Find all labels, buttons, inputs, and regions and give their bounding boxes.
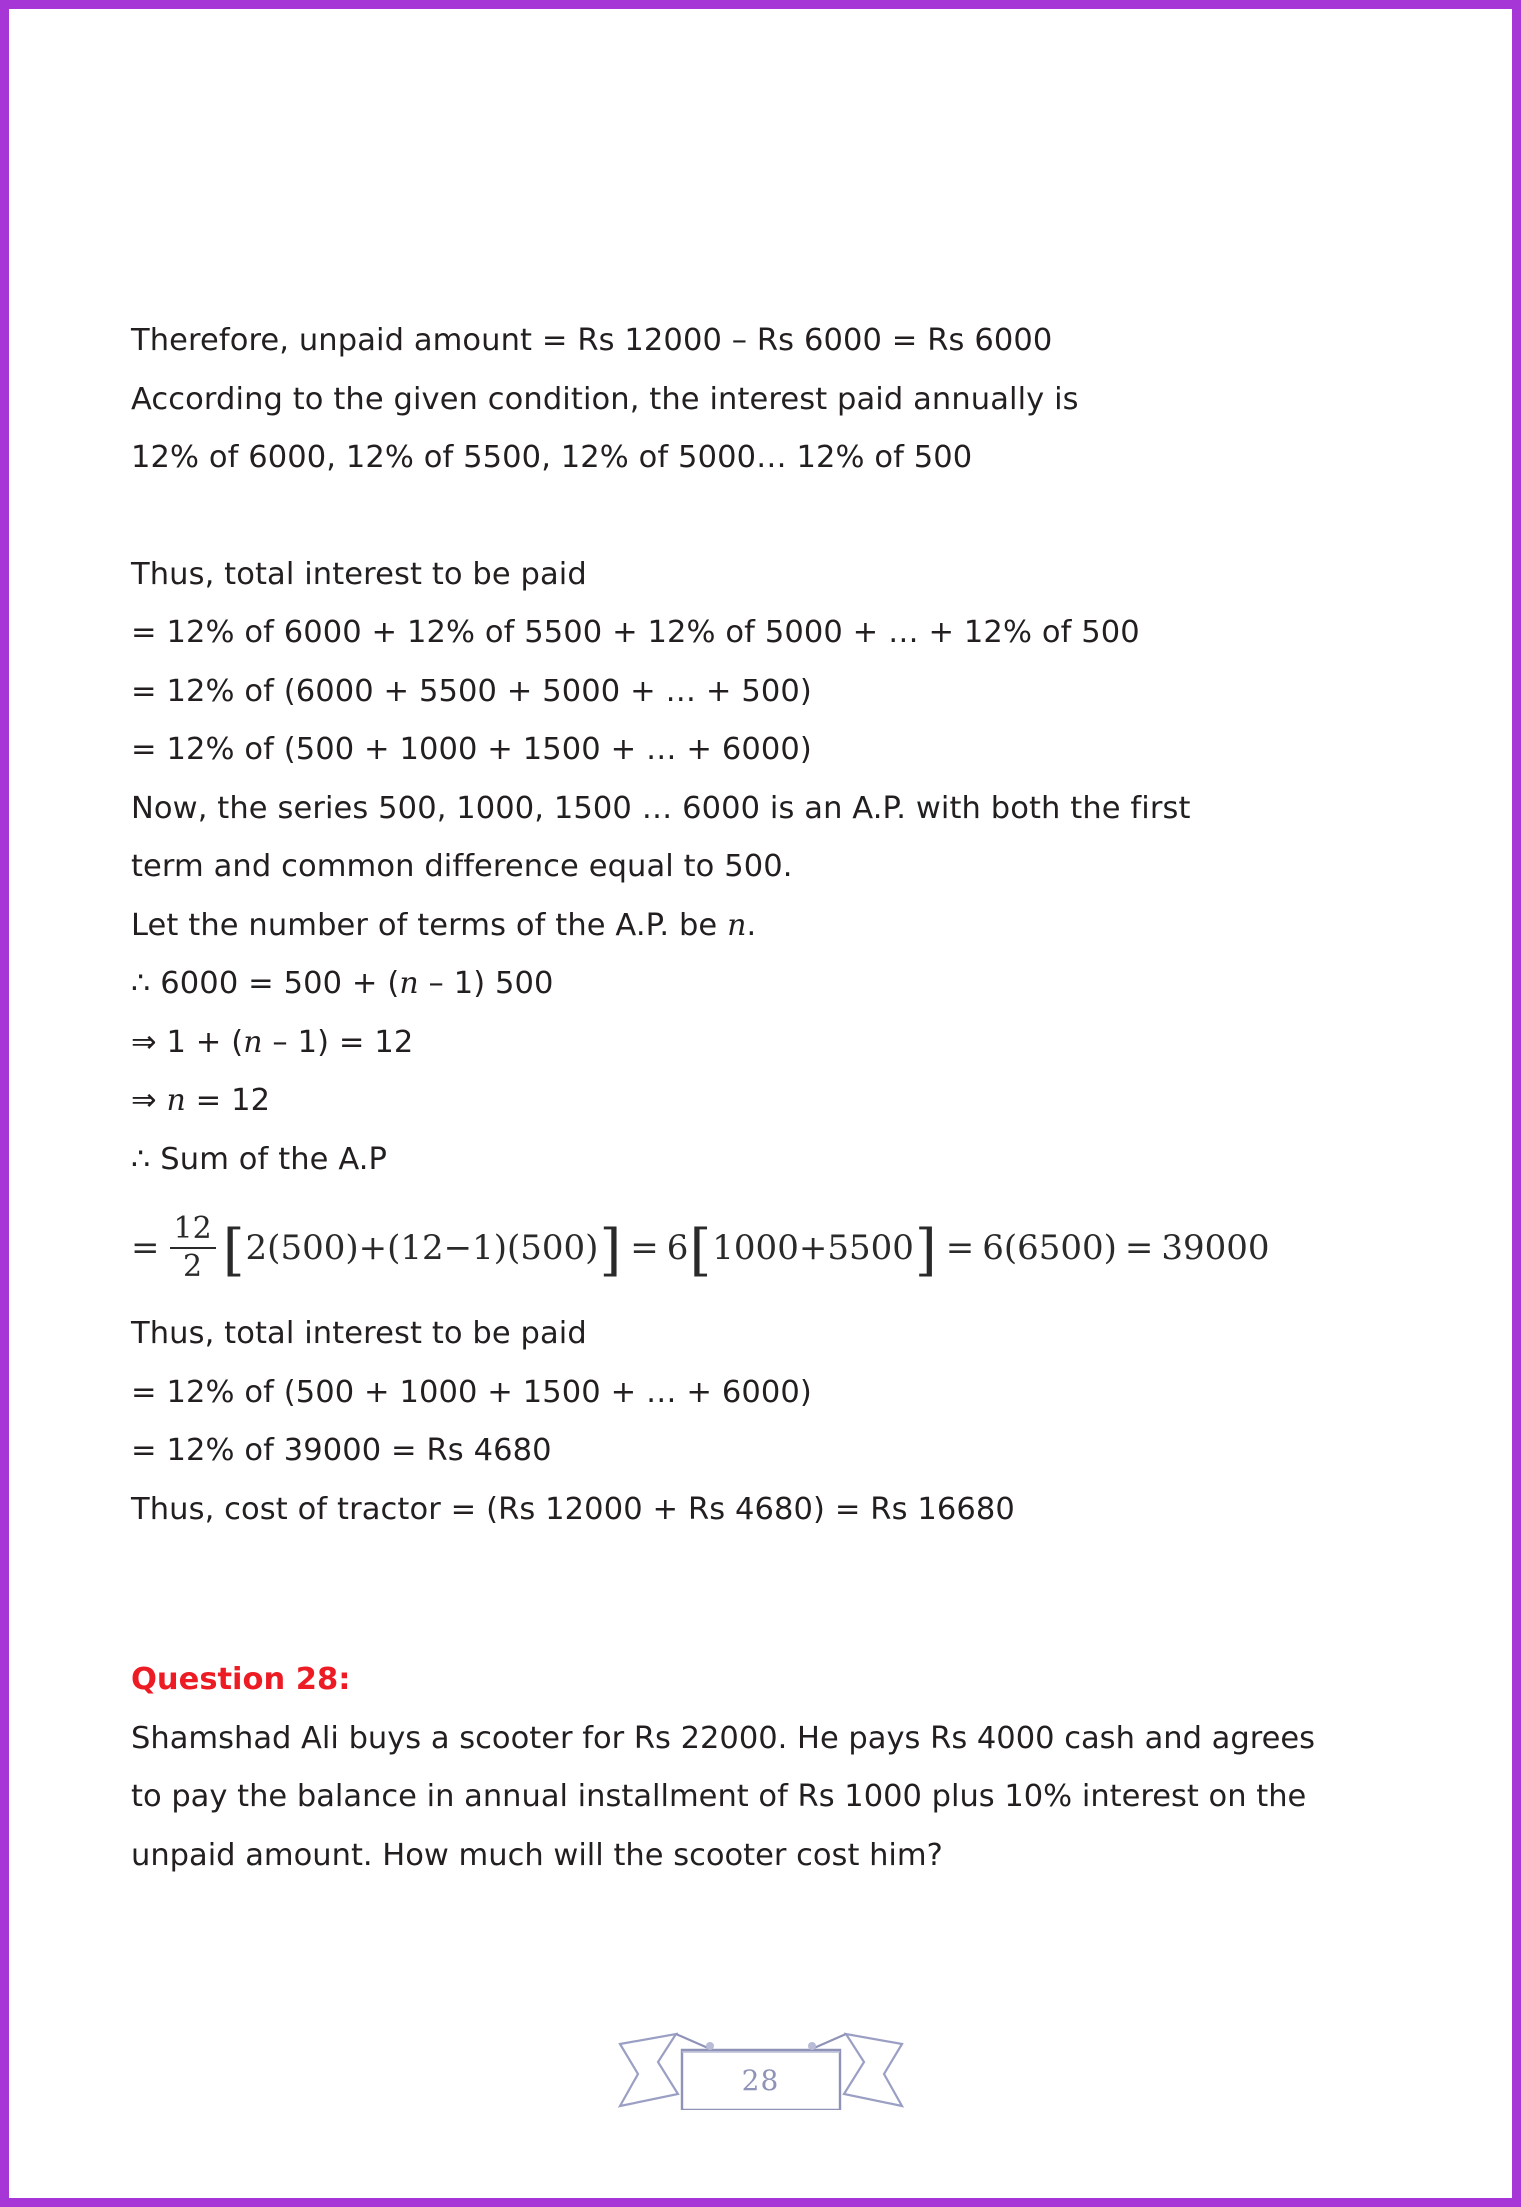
paragraph-spacer bbox=[131, 488, 1431, 546]
equation-equals-2: = bbox=[630, 1228, 659, 1268]
equation-6000-line bbox=[131, 955, 1431, 1014]
equation-1n-line bbox=[131, 1014, 1431, 1073]
question-body-line: unpaid amount. How much will the scooter cost him? bbox=[131, 1837, 943, 1873]
variable-n: n bbox=[399, 966, 419, 1001]
equation-result: 39000 bbox=[1161, 1228, 1270, 1268]
ap-sum-equation: = $\frac{12}{2}$ [ 2(500)+(12−1)(500) ] = 6 [ 1000+5500 ] = 6(6500) = 39000 bbox=[131, 1211, 1270, 1284]
page-content bbox=[131, 312, 1431, 1885]
ribbon-left-knot-icon bbox=[706, 2042, 714, 2050]
solution-line: = 12% of 39000 = Rs 4680 bbox=[131, 1433, 552, 1468]
solution-line: = 12% of (500 + 1000 + 1500 + … + 6000) bbox=[131, 732, 812, 767]
question-heading: Question 28: bbox=[131, 1662, 351, 1697]
equation-equals-3: = bbox=[945, 1228, 975, 1268]
solution-line: Thus, total interest to be paid bbox=[131, 1316, 587, 1351]
page-number: 28 bbox=[741, 2064, 780, 2097]
variable-n: n bbox=[166, 1083, 186, 1118]
solution-line: = 12% of 6000 + 12% of 5500 + 12% of 5000 + … + 12% of 500 bbox=[131, 615, 1140, 650]
fraction-numerator: 12 bbox=[173, 1211, 212, 1246]
equation-6-times-6500: 6(6500) bbox=[982, 1228, 1117, 1268]
eq-n12-suffix: = 12 bbox=[185, 1083, 271, 1118]
eq-1n-prefix: ⇒ 1 + ( bbox=[131, 1024, 244, 1060]
question-body-line: Shamshad Ali buys a scooter for Rs 22000. He pays Rs 4000 cash and agrees bbox=[131, 1720, 1316, 1756]
ribbon-fold-lines bbox=[676, 2034, 846, 2048]
equation-inner-expression: 2(500)+(12−1)(500) bbox=[245, 1228, 599, 1268]
fraction-12-over-2 bbox=[170, 1211, 216, 1284]
solution-line: = 12% of (6000 + 5500 + 5000 + … + 500) bbox=[131, 673, 812, 709]
sum-of-ap-line: ∴ Sum of the A.P bbox=[131, 1141, 388, 1177]
solution-line: Thus, total interest to be paid bbox=[131, 556, 587, 592]
variable-n: n bbox=[727, 907, 747, 943]
page-footer bbox=[0, 2018, 1521, 2128]
question-body-line: to pay the balance in annual installment of Rs 1000 plus 10% interest on the bbox=[131, 1779, 1307, 1814]
let-n-suffix: . bbox=[746, 907, 757, 943]
solution-line: Thus, cost of tractor = (Rs 12000 + Rs 4680) = Rs 16680 bbox=[131, 1491, 1015, 1527]
equation-n-equals-12-line bbox=[131, 1072, 1431, 1131]
solution-line: = 12% of (500 + 1000 + 1500 + … + 6000) bbox=[131, 1374, 812, 1410]
equation-equals-1: = bbox=[131, 1228, 160, 1268]
eq-n12-prefix: ⇒ bbox=[131, 1083, 167, 1118]
fraction-denominator: 2 bbox=[183, 1249, 203, 1284]
solution-line: Therefore, unpaid amount = Rs 12000 – Rs 6000 = Rs 6000 bbox=[131, 323, 1053, 358]
let-n-line bbox=[131, 897, 1431, 956]
equation-equals-4: = bbox=[1124, 1228, 1154, 1268]
solution-line: 12% of 6000, 12% of 5500, 12% of 5000… 12% of 500 bbox=[131, 440, 973, 475]
footer-ribbon bbox=[616, 2018, 906, 2110]
ribbon-right-knot-icon bbox=[808, 2042, 816, 2050]
variable-n: n bbox=[243, 1024, 263, 1060]
equation-inner-expression-2: 1000+5500 bbox=[712, 1228, 914, 1268]
eq-6000-prefix: ∴ 6000 = 500 + ( bbox=[131, 966, 400, 1001]
let-n-prefix: Let the number of terms of the A.P. be bbox=[131, 907, 728, 943]
eq-1n-suffix: – 1) = 12 bbox=[262, 1024, 414, 1060]
section-spacer bbox=[131, 1539, 1431, 1651]
solution-line: term and common difference equal to 500. bbox=[131, 849, 793, 884]
solution-line: Now, the series 500, 1000, 1500 … 6000 is an A.P. with both the first bbox=[131, 790, 1191, 826]
equation-coefficient-6: 6 bbox=[666, 1228, 689, 1268]
eq-6000-suffix: – 1) 500 bbox=[418, 966, 554, 1001]
solution-line: According to the given condition, the interest paid annually is bbox=[131, 381, 1079, 417]
